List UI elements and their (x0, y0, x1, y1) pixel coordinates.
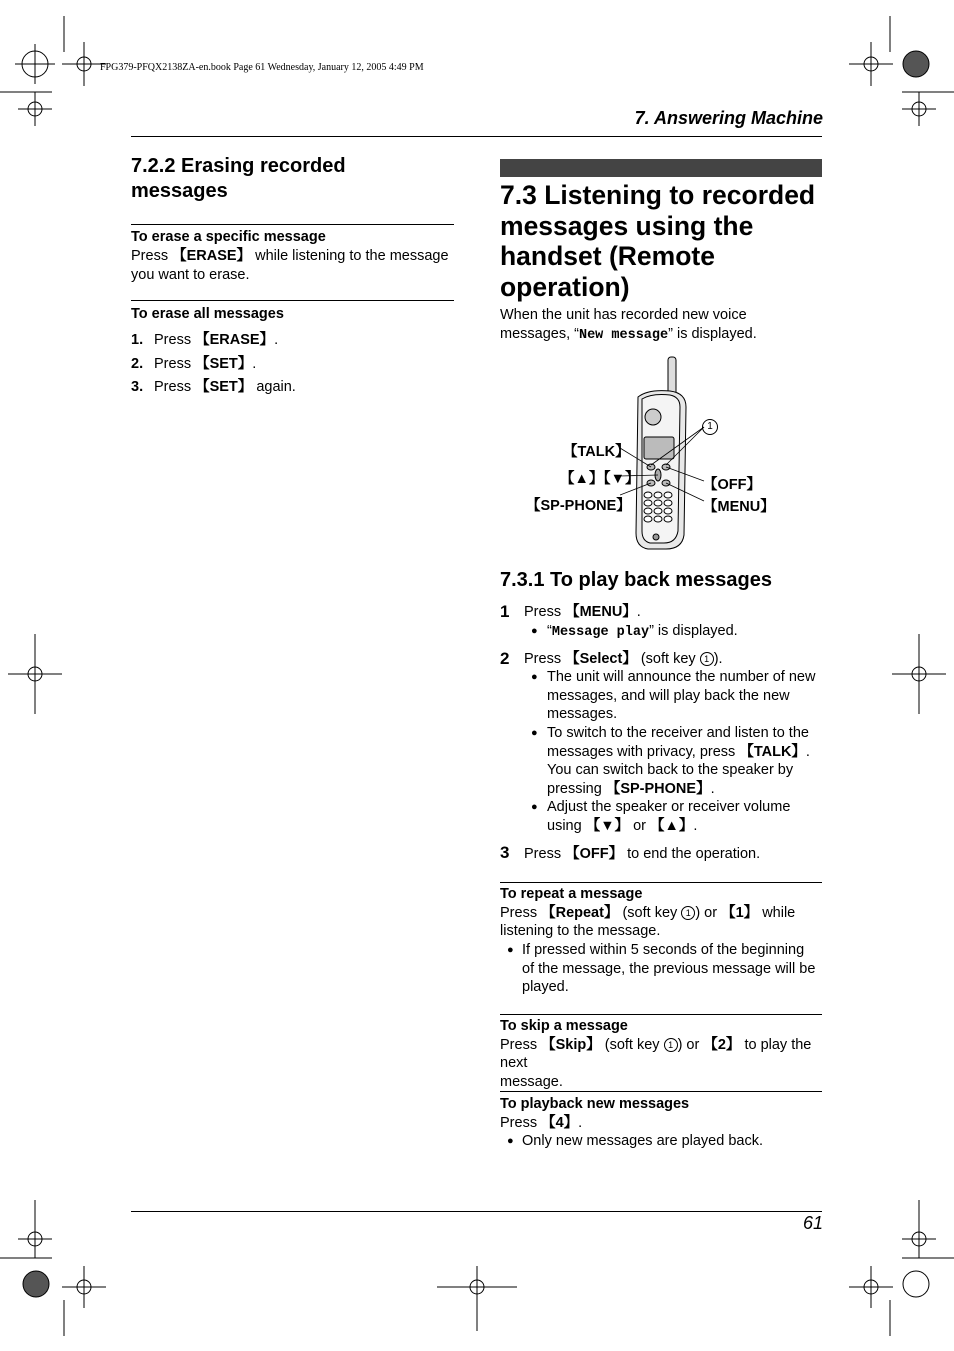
repeat-line2: listening to the message. (500, 923, 661, 939)
divider (500, 1091, 822, 1092)
repeat-block (500, 885, 830, 941)
list-item: 3. Press 【SET】 again. (131, 379, 296, 395)
step-number: 2 (500, 649, 510, 668)
page-number: 61 (802, 1213, 823, 1233)
divider (131, 300, 454, 301)
intro-line2: messages, “New message” is displayed. (500, 326, 757, 343)
divider (500, 1014, 822, 1015)
step-number: 3 (500, 843, 510, 862)
main-section-title: 7.3 Listening to recorded messages using the handset (Remote operation) (500, 180, 816, 302)
bullet-icon: ● (507, 944, 514, 956)
playback-new-line1: Press 【4】. (500, 1114, 583, 1131)
repeat-line1: Press 【Repeat】 (soft key 1 ) or 【1】 while (500, 904, 796, 921)
divider (131, 224, 454, 225)
callout-1: 1 (702, 419, 718, 435)
list-item: 1. Press 【ERASE】. (131, 332, 279, 348)
skip-heading: To skip a message (500, 1018, 628, 1034)
step2-bullet3: Adjust the speaker or receiver volume using 【▼】 or 【▲】. (547, 799, 791, 834)
list-item: 2. Press 【SET】. (131, 355, 257, 372)
subsection-title: 7.3.1 To play back messages (500, 569, 773, 591)
step1-text: Press 【MENU】. (524, 604, 641, 620)
skip-line2: message. (500, 1073, 563, 1090)
left-section-title (131, 154, 346, 204)
bullet-icon: ● (531, 727, 538, 739)
erase-all-steps (131, 328, 296, 399)
playback-new-heading: To playback new messages (500, 1096, 690, 1112)
book-info: FPG379-PFQX2138ZA-en.book Page 61 Wednesday, January 12, 2005 4:49 PM (100, 62, 424, 73)
erase-specific-heading: To erase a specific message (131, 229, 326, 245)
soft-key-1-icon: 1 (700, 652, 714, 666)
bullet-icon: ● (531, 801, 538, 813)
step-number: 1 (500, 602, 510, 621)
intro-line1: When the unit has recorded new voice (500, 307, 747, 323)
erase-specific-block (131, 228, 461, 285)
erase-specific-line1: Press 【ERASE】 while listening to the message (131, 248, 449, 264)
intro-text (500, 306, 830, 345)
erase-specific-line2: you want to erase. (131, 267, 250, 283)
repeat-bullet: If pressed within 5 seconds of the beginning of the message, the previous message will be played. (522, 942, 816, 995)
label-spphone: 【SP-PHONE】 (526, 498, 631, 514)
bullet-icon: ● (531, 671, 538, 683)
header-rule (131, 136, 822, 137)
repeat-heading: To repeat a message (500, 886, 643, 902)
skip-line1: Press 【Skip】 (soft key 1 ) or 【2】 to play the next (500, 1036, 812, 1071)
step2-text: Press 【Select】 (soft key 1 ). (524, 651, 723, 667)
label-talk: 【TALK】 (563, 444, 630, 460)
bullet-icon: ● (507, 1135, 514, 1147)
divider (500, 882, 822, 883)
label-updown: 【▲】【▼】 (560, 471, 640, 487)
left-title-line1: 7.2.2 Erasing recorded (131, 155, 346, 177)
soft-key-1-icon: 1 (664, 1038, 678, 1052)
label-menu: 【MENU】 (703, 499, 775, 515)
label-off: 【OFF】 (703, 477, 761, 493)
erase-all-heading: To erase all messages (131, 306, 284, 322)
left-title-line2: messages (131, 180, 228, 202)
bullet-icon: ● (531, 625, 538, 637)
soft-key-1-icon: 1 (681, 906, 695, 920)
section-header: 7. Answering Machine (634, 108, 823, 128)
section-bar (500, 159, 822, 177)
step2-bullet2: To switch to the receiver and listen to the messages with privacy, press 【TALK】. You can switch back to the speaker by pressing 【SP-PHONE】. (547, 725, 810, 797)
footer-rule (131, 1211, 822, 1212)
step1-bullet: “Message play” is displayed. (547, 623, 738, 640)
step2-bullet1: The unit will announce the number of new messages, and will play back the new messages. (547, 669, 816, 722)
playback-new-bullet: Only new messages are played back. (522, 1133, 763, 1149)
handset-illustration (620, 355, 730, 555)
playback-new-block (500, 1095, 830, 1132)
skip-block (500, 1017, 830, 1091)
step3-text: Press 【OFF】 to end the operation. (524, 846, 761, 862)
